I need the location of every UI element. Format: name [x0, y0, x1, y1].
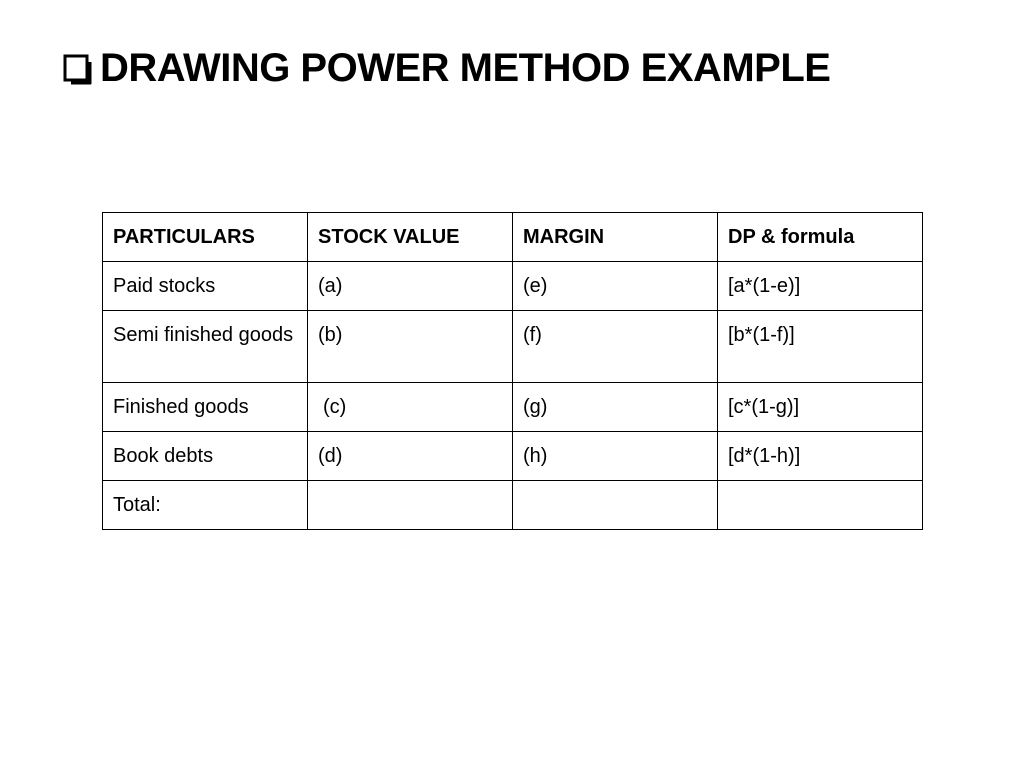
cell-particulars: Finished goods: [103, 383, 308, 432]
drawing-power-table: [102, 212, 923, 530]
cell-dp-formula: [d*(1-h)]: [718, 432, 923, 481]
cell-margin: (f): [513, 311, 718, 383]
cell-total-margin: [513, 481, 718, 530]
cell-margin: (g): [513, 383, 718, 432]
cell-stock-value: (c): [308, 383, 513, 432]
table-row: [103, 432, 923, 481]
table-row: [103, 262, 923, 311]
slide-title-row: [62, 40, 830, 96]
cell-dp-formula: [b*(1-f)]: [718, 311, 923, 383]
cell-stock-value: (b): [308, 311, 513, 383]
table-row: [103, 311, 923, 383]
cell-stock-value: (d): [308, 432, 513, 481]
cell-dp-formula: [c*(1-g)]: [718, 383, 923, 432]
checkbox-icon: [62, 48, 96, 88]
cell-total-label: Total:: [103, 481, 308, 530]
cell-margin: (h): [513, 432, 718, 481]
table-row: [103, 383, 923, 432]
header-particulars: PARTICULARS: [103, 213, 308, 262]
cell-total-stock-value: [308, 481, 513, 530]
cell-margin: (e): [513, 262, 718, 311]
header-margin: MARGIN: [513, 213, 718, 262]
cell-particulars: Semi finished goods: [103, 311, 308, 383]
header-dp-formula: DP & formula: [718, 213, 923, 262]
table-total-row: [103, 481, 923, 530]
cell-particulars: Paid stocks: [103, 262, 308, 311]
cell-particulars: Book debts: [103, 432, 308, 481]
slide-title: DRAWING POWER METHOD EXAMPLE: [100, 45, 831, 90]
cell-stock-value: (a): [308, 262, 513, 311]
table-header-row: [103, 213, 923, 262]
header-stock-value: STOCK VALUE: [308, 213, 513, 262]
cell-dp-formula: [a*(1-e)]: [718, 262, 923, 311]
cell-total-dp: [718, 481, 923, 530]
